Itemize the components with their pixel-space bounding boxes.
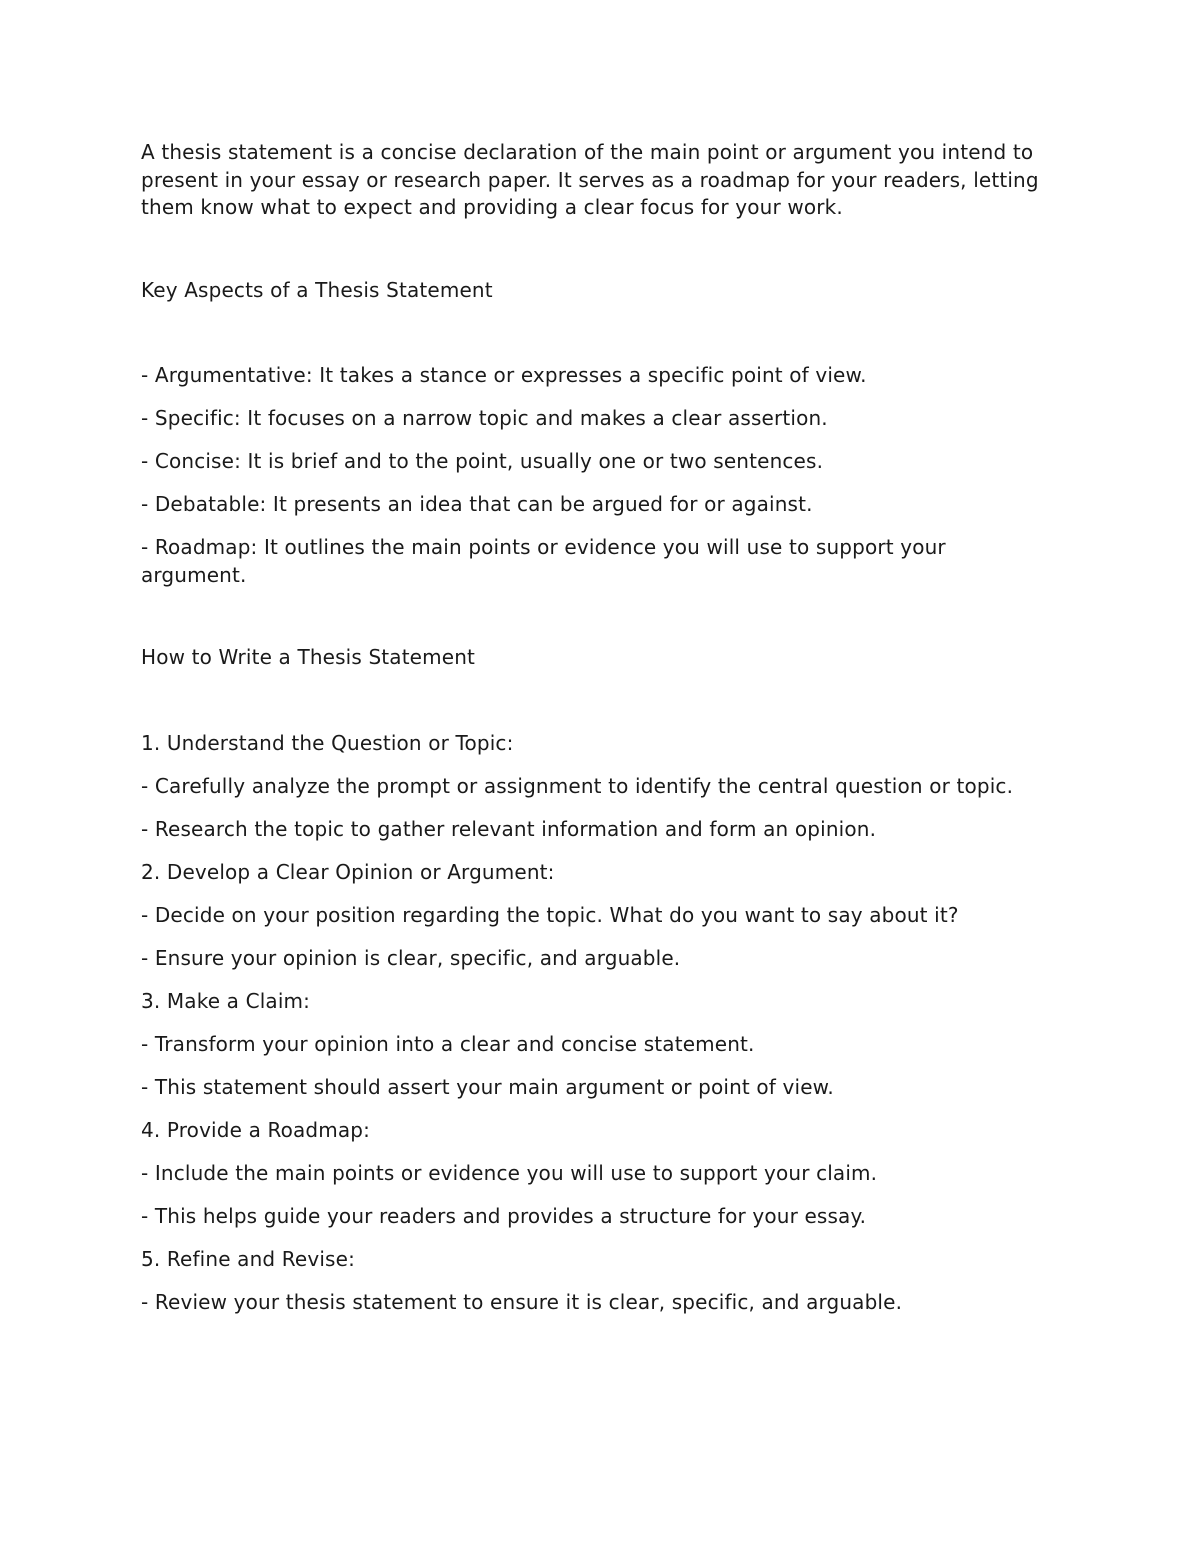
- aspects-list: [141, 362, 1041, 589]
- aspect-item: - Debatable: It presents an idea that can be argued for or against.: [141, 492, 813, 516]
- step-title: 5. Refine and Revise:: [141, 1246, 355, 1271]
- step-detail: - Carefully analyze the prompt or assignment to identify the central question or topic.: [141, 773, 1014, 798]
- intro-paragraph: A thesis statement is a concise declaration of the main point or argument you intend to present in your essay or research paper. It serves as a roadmap for your readers, letting them know what to expect and providing a clear focus for your work.: [141, 140, 1039, 219]
- step-detail: - Research the topic to gather relevant information and form an opinion.: [141, 816, 877, 841]
- howto-heading: How to Write a Thesis Statement: [141, 645, 476, 669]
- steps-list: [141, 730, 1041, 1317]
- step-detail: - Transform your opinion into a clear and concise statement.: [141, 1031, 755, 1056]
- step-title: 3. Make a Claim:: [141, 988, 311, 1013]
- step-title: 1. Understand the Question or Topic:: [141, 730, 514, 755]
- aspects-heading: Key Aspects of a Thesis Statement: [141, 277, 493, 302]
- aspect-item: - Roadmap: It outlines the main points or evidence you will use to support your argument.: [141, 535, 946, 587]
- step-detail: - Decide on your position regarding the topic. What do you want to say about it?: [141, 902, 959, 927]
- aspect-item: - Argumentative: It takes a stance or expresses a specific point of view.: [141, 363, 867, 387]
- step-detail: - Include the main points or evidence you will use to support your claim.: [141, 1160, 878, 1185]
- step-detail: - Ensure your opinion is clear, specific, and arguable.: [141, 945, 681, 970]
- aspect-item: - Concise: It is brief and to the point, usually one or two sentences.: [141, 449, 824, 473]
- document-body: [141, 139, 1041, 1332]
- step-detail: - Review your thesis statement to ensure it is clear, specific, and arguable.: [141, 1289, 903, 1314]
- step-title: 2. Develop a Clear Opinion or Argument:: [141, 859, 555, 884]
- aspect-item: - Specific: It focuses on a narrow topic and makes a clear assertion.: [141, 406, 828, 430]
- step-detail: - This helps guide your readers and provides a structure for your essay.: [141, 1203, 867, 1228]
- step-title: 4. Provide a Roadmap:: [141, 1117, 371, 1142]
- step-detail: - This statement should assert your main argument or point of view.: [141, 1074, 834, 1099]
